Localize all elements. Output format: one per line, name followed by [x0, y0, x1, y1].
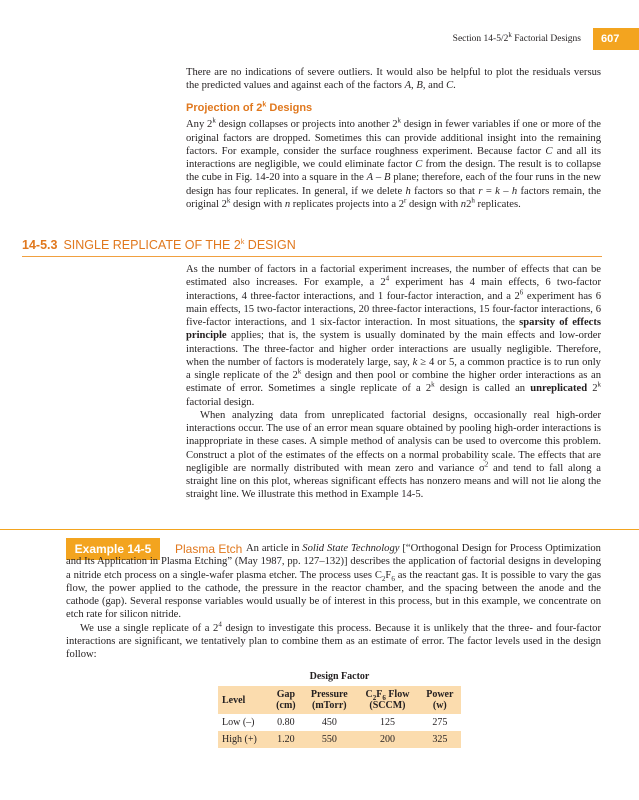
section-paragraph-1: As the number of factors in a factorial experiment increases, the number of effects that can be estimated also increases. For example, a $2^4$ experiment has 4 main effects, 6 two-factor interactions, 4 three-factor interactions, and 1 four-factor interaction, and a $2^6$ experiment has 6 main effects, 15 two-factor interactions, 20 three-factor interactions, 15 four-factor interactions, 6 five-factor interactions, and 1 six-factor interaction. In most situations, the sparsity of effects principle applies; that is, the system is usually dominated by the main effects and low-order interactions. The three-factor and higher order interactions are usually negligible. Therefore, when the number of factors is moderately large, say, k ≥ 4 or 5, a common practice is to run only a single replicate of the 2$^k$ design and then pool or combine the higher order interactions as an estimate of error. Sometimes a single replicate of a 2$^k$ design is called an unreplicated 2$^k$ factorial design. [186, 264, 602, 408]
table-cell: High (+) [218, 731, 269, 748]
table-cell: 325 [419, 731, 461, 748]
projection-section [186, 102, 601, 211]
header-flow: $C_2F_6$ Flow (SCCM) [356, 686, 418, 714]
example-body [66, 542, 601, 661]
example-label: Example 14-5 [66, 538, 160, 560]
table-caption: Design Factor [309, 671, 370, 682]
page-number: 607 [593, 28, 639, 50]
example-title: Plasma Etch [175, 542, 243, 556]
header-gap: Gap (cm) [269, 686, 302, 714]
header-power: Power (w) [419, 686, 461, 714]
header-pressure: Pressure (mTorr) [302, 686, 356, 714]
table-cell: 200 [356, 731, 418, 748]
example-paragraph-1: An article in Solid State Technology [“Orthogonal Design for Process Optimization and Its Application in Plasma Etching” (May 1987, pp. 127–132)] describes the application of factorial designs in developing a nitride etch process on a single-wafer plasma etcher. The process uses $C_2F_6$ as the reactant gas. It is possible to vary the gas flow, the power applied to the cathode, the pressure in the reactor chamber, and the spacing between the anode and the cathode (gap). Several response variables would usually be of interest in this process, but in this example, we concentrate on etch rate for silicon nitride. [66, 543, 601, 621]
table-row [218, 714, 461, 731]
table-cell: 450 [321, 717, 337, 728]
running-header [453, 28, 639, 50]
table-cell: Low (–) [222, 717, 255, 728]
table-cell: 550 [302, 731, 356, 748]
table-cell: 0.80 [277, 717, 295, 728]
example-rule [0, 529, 639, 530]
projection-body: Any 2$^k$ design collapses or projects into another 2$^k$ design in fewer variables if one or more of the original factors are dropped. Sometimes this can provide additional insight into the remaining factors. For example, consider the surface roughness experiment. Because factor C and all its interactions are negligible, we could eliminate factor C from the design. The result is to collapse the cube in Fig. 14-20 into a square in the A – B plane; therefore, each of the four runs in the new design has four replicates. In general, if we delete h factors so that r = k – h factors remain, the original 2$^k$ design with n replicates projects into a 2$^r$ design with n2$^h$ replicates. [186, 116, 602, 210]
section-number: 14-5.3 [22, 238, 58, 252]
table-cell: 275 [432, 717, 448, 728]
design-factor-table [218, 686, 461, 748]
table-cell: 125 [379, 717, 395, 728]
example-paragraph-2: We use a single replicate of a $2^4$ design to investigate this process. Because it is unlikely that the three- and four-factor interactions are significant, we tentatively plan to combine them as an estimate of error. The factor levels used in the design follow: [66, 619, 601, 660]
section-title-text: SINGLE REPLICATE OF THE 2$^k$ DESIGN [63, 238, 296, 252]
projection-heading: Projection of 2$^k$ Designs [186, 101, 313, 114]
table-row [218, 731, 461, 748]
section-heading [22, 236, 602, 257]
table-header-row [218, 686, 461, 714]
section-title: Section 14-5/2$^k$ Factorial Designs [452, 30, 581, 44]
section-body [186, 263, 601, 502]
header-level: Level [218, 686, 269, 714]
intro-paragraph: There are no indications of severe outliers. It would also be helpful to plot the residuals versus the predicted values and against each of the factors A, B, and C. [186, 67, 601, 92]
table-cell: 1.20 [269, 731, 302, 748]
section-paragraph-2: When analyzing data from unreplicated factorial designs, occasionally real high-order interactions occur. The use of an error mean square obtained by pooling high-order interactions is inappropriate in these cases. A simple method of analysis can be used to overcome this problem. Construct a plot of the estimates of the effects on a normal probability scale. The effects that are negligible are normally distributed with mean zero and variance $\sigma^2$ and tend to fall along a straight line on this plot, whereas significant effects has nonzero means and will not lie along the straight line. We illustrate this method in Example 14-5. [186, 409, 601, 501]
